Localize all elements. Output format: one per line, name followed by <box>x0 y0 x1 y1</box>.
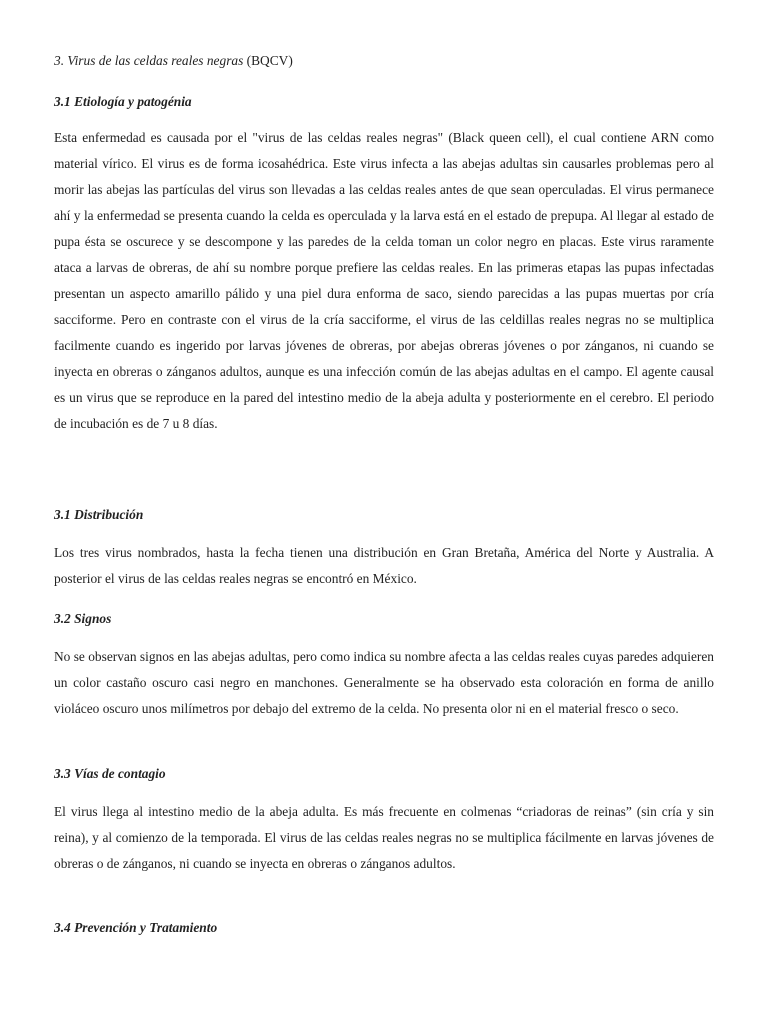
section-paragraph-contagio: El virus llega al intestino medio de la abeja adulta. Es más frecuente en colmenas “criadoras de reinas” (sin cría y sin reina), y al comienzo de la temporada. El virus de las celdas reales negras no se multiplica fácilmente en larvas jóvenes de obreras o de zánganos, ni cuando se inyecta en obreras o zánganos adultos. <box>54 804 714 871</box>
document-title <box>54 53 293 69</box>
section-heading-contagio: 3.3 Vías de contagio <box>54 766 166 781</box>
title-italic: 3. Virus de las celdas reales negras <box>54 53 244 68</box>
section-paragraph-distribucion: Los tres virus nombrados, hasta la fecha tienen una distribución en Gran Bretaña, América del Norte y Australia. A posterior el virus de las celdas reales negras se encontró en México. <box>54 545 714 586</box>
section-heading-prevencion: 3.4 Prevención y Tratamiento <box>54 920 218 935</box>
section-heading-distribucion: 3.1 Distribución <box>54 507 144 522</box>
section-paragraph-signos: No se observan signos en las abejas adultas, pero como indica su nombre afecta a las celdas reales cuyas paredes adquieren un color castaño oscuro casi negro en manchones. Generalmente se ha observado esta coloración en forma de anillo violáceo oscuro unos milímetros por debajo del extremo de la celda. No presenta olor ni en el material fresco o seco. <box>54 649 714 716</box>
section-heading-signos: 3.2 Signos <box>54 611 112 626</box>
section-paragraph-etiologia: Esta enfermedad es causada por el "virus de las celdas reales negras" (Black queen cell), el cual contiene ARN como material vírico. El virus es de forma icosahédrica. Este virus infecta a las abejas adultas sin causarles problemas pero al morir las abejas las partículas del virus son llevadas a las celdas reales antes de que sean operculadas. El virus permanece ahí y la enfermedad se presenta cuando la celda es operculada y la larva está en el estado de prepupa. Al llegar al estado de pupa ésta se oscurece y se descompone y las paredes de la celda toman un color negro en placas. Este virus raramente ataca a larvas de obreras, de ahí su nombre porque prefiere las celdas reales. En las primeras etapas las pupas infectadas presentan un aspecto amarillo pálido y una piel dura enforma de saco, siendo parecidas a las pupas muertas por cría sacciforme. Pero en contraste con el virus de la cría sacciforme, el virus de las celdillas reales negras no se multiplica facilmente cuando es ingerido por larvas jóvenes de obreras, por abejas obreras jóvenes o por zánganos, ni cuando se inyecta en obreras o zánganos adultos, aunque es una infección común de las abejas adultas en el campo. El agente causal es un virus que se reproduce en la pared del intestino medio de la abeja adulta y posteriormente en el cerebro. El periodo de incubación es de 7 u 8 días. <box>54 130 714 431</box>
title-suffix: (BQCV) <box>243 53 293 68</box>
section-heading-etiologia: 3.1 Etiología y patogénia <box>54 94 192 109</box>
